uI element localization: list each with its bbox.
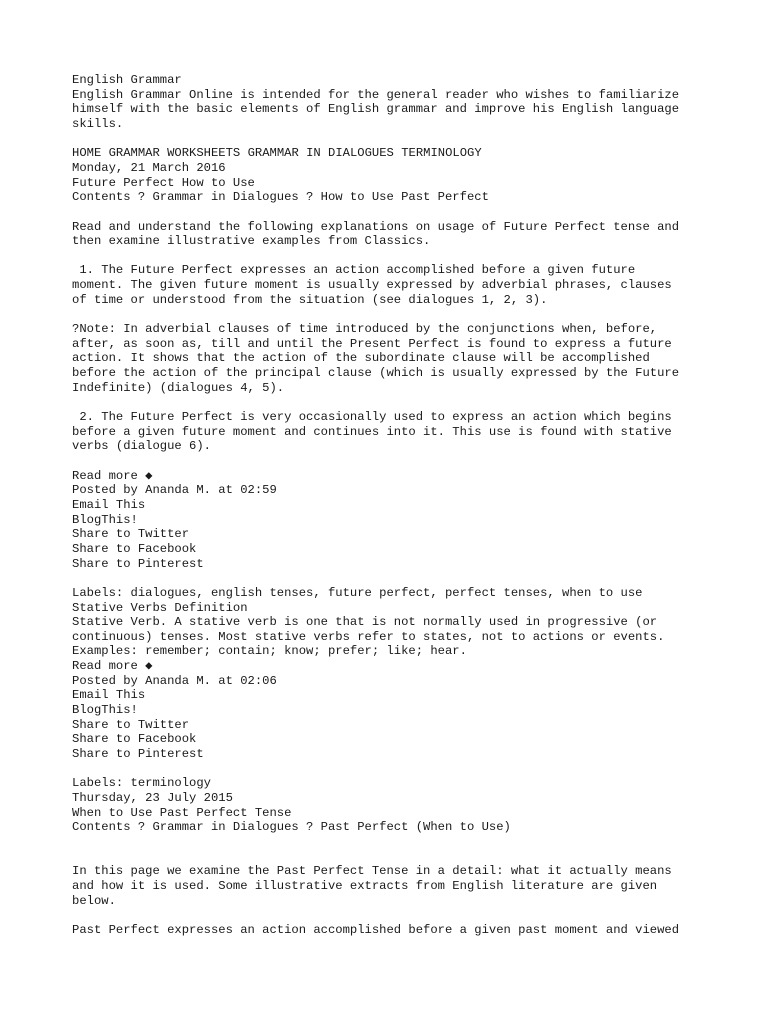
post-paragraph-line: and how it is used. Some illustrative extracts from English literature are given (72, 878, 658, 893)
post-paragraph-line: In this page we examine the Past Perfect Tense in a detail: what it actually means (72, 864, 672, 879)
post-title[interactable]: Future Perfect How to Use (72, 175, 255, 190)
post-note-line: Indefinite) (dialogues 4, 5). (72, 380, 285, 395)
share-pinterest-link[interactable]: Share to Pinterest (72, 747, 204, 762)
nav-item-terminology[interactable]: TERMINOLOGY (401, 146, 482, 161)
spacer (72, 908, 768, 923)
share-blogthis-link[interactable]: BlogThis! (72, 512, 138, 527)
share-twitter-link[interactable]: Share to Twitter (72, 717, 190, 732)
post-paragraph-line: then examine illustrative examples from Classics. (72, 234, 431, 249)
posted-by: Posted by Ananda M. at 02:06 (72, 673, 277, 688)
nav-item-grammar-in-dialogues[interactable]: GRAMMAR IN DIALOGUES (247, 146, 394, 161)
spacer (72, 571, 768, 586)
site-description-line: himself with the basic elements of English grammar and improve his English language (72, 102, 680, 117)
read-more-link[interactable]: Read more ◆ (72, 659, 153, 674)
post-note-line: after, as soon as, till and until the Present Perfect is found to express a future (72, 336, 672, 351)
post-note-line: before the action of the principal clause (which is usually expressed by the Future (72, 366, 680, 381)
spacer (72, 249, 768, 264)
post-paragraph-line: before a given future moment and continues into it. This use is found with stative (72, 424, 672, 439)
site-description-line: English Grammar Online is intended for the general reader who wishes to familiarize (72, 87, 680, 102)
post-paragraph-line: continuous) tenses. Most stative verbs refer to states, not to actions or events. (72, 629, 665, 644)
post-labels: Labels: dialogues, english tenses, future perfect, perfect tenses, when to use (72, 585, 643, 600)
post-date: Thursday, 23 July 2015 (72, 791, 233, 806)
nav-item-home[interactable]: HOME (72, 146, 102, 161)
post-paragraph-line: Past Perfect expresses an action accomplished before a given past moment and viewed (72, 922, 680, 937)
breadcrumb: Contents ? Grammar in Dialogues ? How to Use Past Perfect (72, 190, 489, 205)
post-paragraph-line: moment. The given future moment is usually expressed by adverbial phrases, clauses (72, 278, 672, 293)
share-pinterest-link[interactable]: Share to Pinterest (72, 556, 204, 571)
share-email-link[interactable]: Email This (72, 688, 146, 703)
spacer (72, 307, 768, 322)
spacer (72, 132, 768, 147)
post-paragraph-line: Read and understand the following explanations on usage of Future Perfect tense and (72, 219, 680, 234)
spacer (72, 205, 768, 220)
post-labels: Labels: terminology (72, 776, 211, 791)
post-paragraph-line: Stative Verb. A stative verb is one that is not normally used in progressive (or (72, 615, 658, 630)
breadcrumb: Contents ? Grammar in Dialogues ? Past Perfect (When to Use) (72, 820, 511, 835)
spacer (72, 395, 768, 410)
site-title: English Grammar (72, 73, 182, 87)
share-facebook-link[interactable]: Share to Facebook (72, 732, 197, 747)
share-facebook-link[interactable]: Share to Facebook (72, 541, 197, 556)
post-paragraph-line: Examples: remember; contain; know; prefer; like; hear. (72, 644, 467, 659)
share-email-link[interactable]: Email This (72, 497, 146, 512)
spacer (72, 762, 768, 777)
post-title[interactable]: Stative Verbs Definition (72, 600, 248, 615)
site-description-line: skills. (72, 116, 124, 131)
post-paragraph-line: below. (72, 893, 116, 908)
post-paragraph-line: of time or understood from the situation (see dialogues 1, 2, 3). (72, 292, 548, 307)
share-twitter-link[interactable]: Share to Twitter (72, 527, 190, 542)
post-date: Monday, 21 March 2016 (72, 160, 226, 175)
read-more-link[interactable]: Read more ◆ (72, 468, 153, 483)
posted-by: Posted by Ananda M. at 02:59 (72, 483, 277, 498)
spacer (72, 835, 768, 850)
post-paragraph-line: 1. The Future Perfect expresses an action accomplished before a given future (72, 263, 636, 278)
post-note-line: action. It shows that the action of the subordinate clause will be accomplished (72, 351, 650, 366)
post-paragraph-line: 2. The Future Perfect is very occasionally used to express an action which begins (72, 410, 672, 425)
post-note-line: ?Note: In adverbial clauses of time introduced by the conjunctions when, before, (72, 322, 658, 337)
nav-bar (72, 146, 768, 161)
post-paragraph-line: verbs (dialogue 6). (72, 439, 211, 454)
spacer (72, 454, 768, 469)
post-title[interactable]: When to Use Past Perfect Tense (72, 805, 292, 820)
share-blogthis-link[interactable]: BlogThis! (72, 703, 138, 718)
nav-item-grammar-worksheets[interactable]: GRAMMAR WORKSHEETS (108, 146, 241, 161)
spacer (72, 850, 768, 865)
